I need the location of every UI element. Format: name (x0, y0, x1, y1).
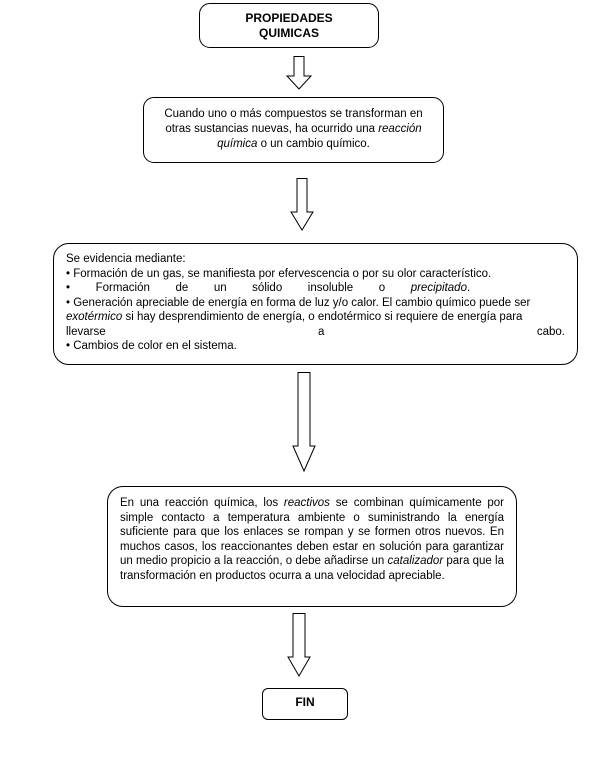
evidence-bullet-energy-3 (66, 325, 565, 340)
evidence-bullet-precipitate-text: • Formación de un sólido insoluble o (66, 282, 411, 294)
evidence-box (53, 243, 578, 365)
reaction-text-2: se combinan químicamente por simple contacto a temperatura ambiente o suministrando la energía suficiente para que los enlaces se rompan y se formen otros nuevos. En muchos casos, los reaccionantes deben estar en solución para garantizar un medio propicio a la reacción, o debe añadirse un (120, 497, 505, 567)
evidence-bullet-color: • Cambios de color en el sistema. (66, 340, 237, 352)
reaction-reactivos-term: reactivos (283, 497, 330, 509)
evidence-bullet-gas: • Formación de un gas, se manifiesta por efervescencia o por su olor característico. (66, 267, 492, 280)
title-line-2: QUIMICAS (259, 26, 319, 40)
down-arrow-4 (287, 613, 311, 677)
evidence-word-a: a (318, 325, 325, 338)
evidence-precipitate-term: precipitado (410, 282, 467, 294)
evidence-bullet-energy-2 (66, 310, 565, 325)
evidence-bullet-precipitate-end: . (466, 282, 471, 294)
title-box (199, 3, 379, 48)
evidence-intro: Se evidencia mediante: (66, 253, 186, 265)
reaction-box (107, 486, 517, 607)
evidence-bullet-precipitate (66, 281, 565, 296)
down-arrow-1 (286, 56, 312, 90)
definition-text-1: Cuando uno o más compuestos se transforman en otras sustancias nuevas, ha ocurrido una (164, 108, 423, 135)
evidence-exothermic-term: exotérmico (66, 311, 123, 323)
definition-box (143, 97, 444, 163)
definition-italic-term: reacción química (217, 123, 422, 150)
evidence-bullet-energy: • Generación apreciable de energía en forma de luz y/o calor. El cambio químico puede ser (66, 296, 531, 309)
title-line-1: PROPIEDADES (245, 11, 333, 25)
end-label: FIN (295, 695, 315, 709)
evidence-word-cabo: cabo. (536, 325, 565, 338)
end-box (262, 688, 348, 720)
reaction-text-3: para que la transformación en productos ocurra a una velocidad apreciable. (120, 555, 504, 582)
definition-text-2: o un cambio químico. (257, 138, 370, 150)
down-arrow-3 (292, 372, 316, 472)
evidence-bullet-energy-2-text: si hay desprendimiento de energía, o endotérmico si requiere de energía para (122, 311, 523, 323)
reaction-catalizador-term: catalizador (387, 555, 444, 567)
reaction-text-1: En una reacción química, los (120, 497, 284, 509)
down-arrow-2 (290, 178, 314, 231)
evidence-word-llevarse: llevarse (66, 325, 106, 338)
